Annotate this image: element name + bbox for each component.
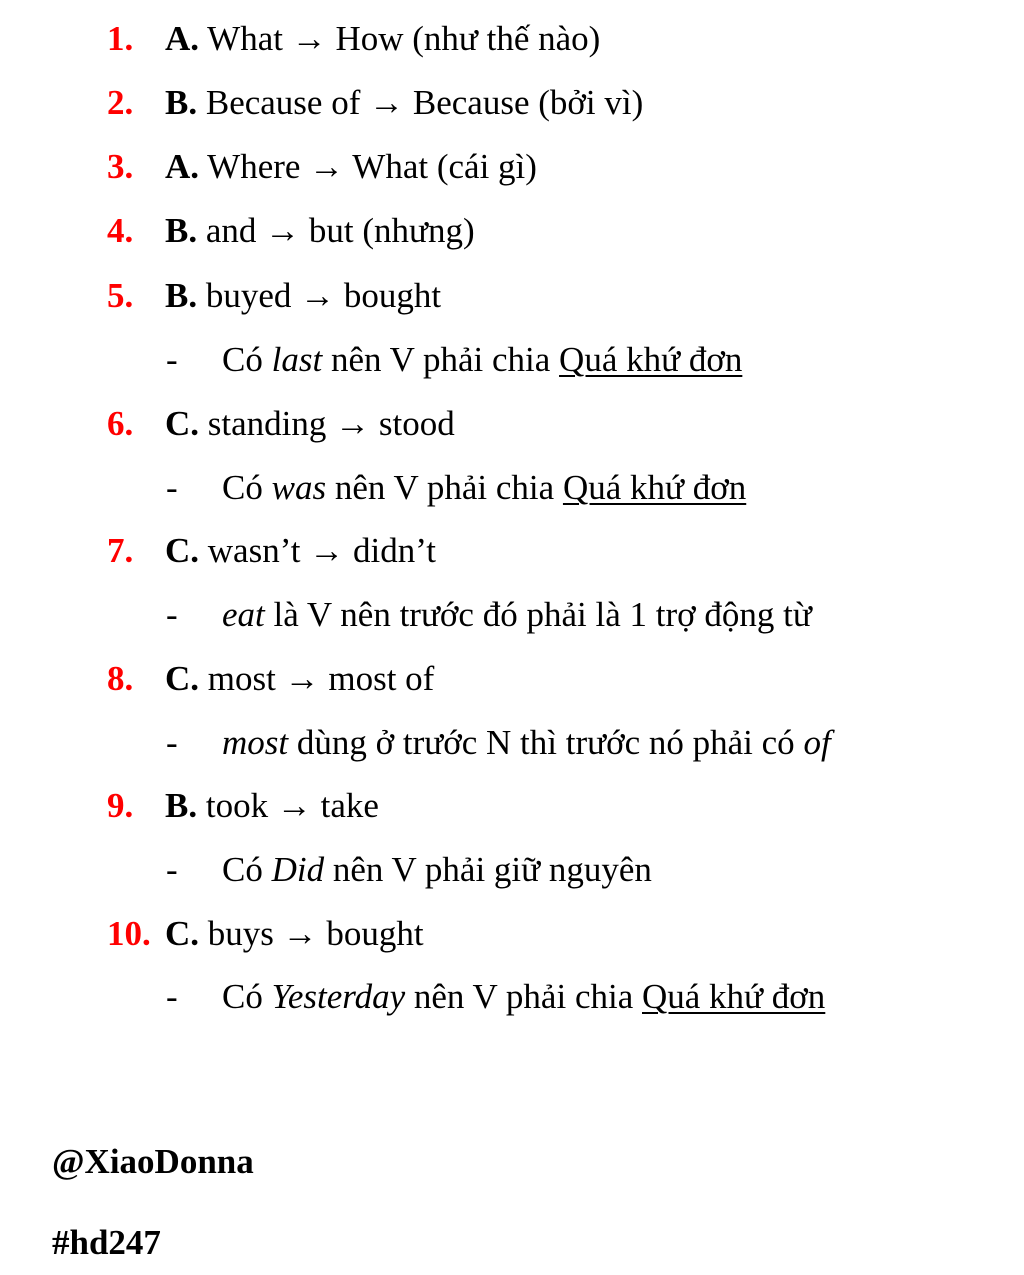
- bullet-dash: -: [166, 595, 178, 634]
- item-number: 2.: [107, 83, 134, 122]
- note-prefix: Có: [222, 977, 263, 1016]
- answer-letter: B.: [165, 276, 198, 315]
- item-number: 1.: [107, 19, 134, 58]
- answer-letter: B.: [165, 786, 198, 825]
- arrow: →: [291, 19, 327, 58]
- answer-item-4: [0, 206, 1024, 256]
- explanation-5: [0, 335, 1024, 385]
- hashtag: #hd247: [52, 1223, 161, 1262]
- explanation-9: [0, 845, 1024, 895]
- correct-word: How: [335, 19, 404, 58]
- correct-word: bought: [326, 914, 424, 953]
- explanation-8: [0, 718, 1024, 768]
- bullet-dash: -: [166, 468, 178, 507]
- item-number: 6.: [107, 404, 134, 443]
- answer-letter: B.: [165, 211, 198, 250]
- wrong-word: What: [207, 19, 283, 58]
- arrow: →: [276, 786, 312, 825]
- note-keyword: eat: [222, 595, 265, 634]
- explanation-7: [0, 590, 1024, 640]
- note-prefix: Có: [222, 340, 263, 379]
- answer-item-2: [0, 78, 1024, 128]
- wrong-word: buys: [207, 914, 274, 953]
- gloss: (cái gì): [436, 147, 537, 186]
- note-text: nên V phải chia: [413, 977, 634, 1016]
- answer-item-7: [0, 526, 1024, 576]
- item-number: 7.: [107, 531, 134, 570]
- note-text: nên V phải chia: [334, 468, 555, 507]
- note-prefix: Có: [222, 468, 263, 507]
- note-tense: Quá khứ đơn: [562, 468, 747, 507]
- item-number: 10.: [107, 914, 151, 953]
- arrow: →: [300, 276, 336, 315]
- note-keyword: Did: [271, 850, 325, 889]
- note-text: nên V phải chia: [330, 340, 551, 379]
- answer-item-5: [0, 271, 1024, 321]
- note-tense: Quá khứ đơn: [642, 977, 826, 1016]
- arrow: →: [282, 914, 318, 953]
- answer-letter: B.: [165, 83, 198, 122]
- wrong-word: wasn’t: [207, 531, 301, 570]
- correct-word: didn’t: [352, 531, 436, 570]
- correct-word: take: [320, 786, 379, 825]
- note-prefix: Có: [222, 850, 263, 889]
- item-number: 8.: [107, 659, 134, 698]
- note-keyword: last: [271, 340, 323, 379]
- correct-word: What: [352, 147, 429, 186]
- correct-word: Because: [412, 83, 530, 122]
- answer-letter: C.: [165, 659, 200, 698]
- wrong-word: took: [205, 786, 269, 825]
- wrong-word: standing: [207, 404, 327, 443]
- arrow: →: [309, 531, 345, 570]
- note-keyword: Yesterday: [271, 977, 406, 1016]
- correct-word: but: [308, 211, 354, 250]
- answer-item-3: [0, 142, 1024, 192]
- explanation-6: [0, 463, 1024, 513]
- answer-letter: C.: [165, 914, 200, 953]
- note-text: dùng ở trước N thì trước nó phải có: [296, 723, 795, 762]
- answer-letter: A.: [165, 19, 200, 58]
- correct-word: most of: [328, 659, 435, 698]
- correct-word: bought: [343, 276, 442, 315]
- wrong-word: Where: [207, 147, 301, 186]
- answer-item-1: [0, 14, 1024, 64]
- arrow: →: [265, 211, 301, 250]
- note-tail: of: [803, 723, 831, 762]
- author-handle: @XiaoDonna: [52, 1142, 254, 1181]
- explanation-10: [0, 972, 1024, 1022]
- note-keyword: was: [271, 468, 327, 507]
- wrong-word: buyed: [205, 276, 292, 315]
- bullet-dash: -: [166, 340, 178, 379]
- wrong-word: most: [207, 659, 276, 698]
- bullet-dash: -: [166, 850, 178, 889]
- note-keyword: most: [222, 723, 289, 762]
- correct-word: stood: [378, 404, 455, 443]
- answer-letter: C.: [165, 404, 200, 443]
- arrow: →: [369, 83, 405, 122]
- answer-item-10: [0, 909, 1024, 959]
- answer-item-6: [0, 399, 1024, 449]
- wrong-word: Because of: [205, 83, 361, 122]
- gloss: (bởi vì): [538, 83, 644, 122]
- arrow: →: [309, 147, 345, 186]
- item-number: 3.: [107, 147, 134, 186]
- item-number: 9.: [107, 786, 134, 825]
- answer-item-9: [0, 781, 1024, 831]
- note-tense: Quá khứ đơn: [559, 340, 743, 379]
- arrow: →: [335, 404, 371, 443]
- note-text: nên V phải giữ nguyên: [332, 850, 652, 889]
- gloss: (nhưng): [362, 211, 475, 250]
- answer-letter: A.: [165, 147, 200, 186]
- item-number: 4.: [107, 211, 134, 250]
- bullet-dash: -: [166, 723, 178, 762]
- note-text: là V nên trước đó phải là 1 trợ động từ: [273, 595, 812, 634]
- gloss: (như thế nào): [412, 19, 601, 58]
- bullet-dash: -: [166, 977, 178, 1016]
- arrow: →: [284, 659, 320, 698]
- answer-item-8: [0, 654, 1024, 704]
- wrong-word: and: [205, 211, 257, 250]
- item-number: 5.: [107, 276, 134, 315]
- answer-letter: C.: [165, 531, 200, 570]
